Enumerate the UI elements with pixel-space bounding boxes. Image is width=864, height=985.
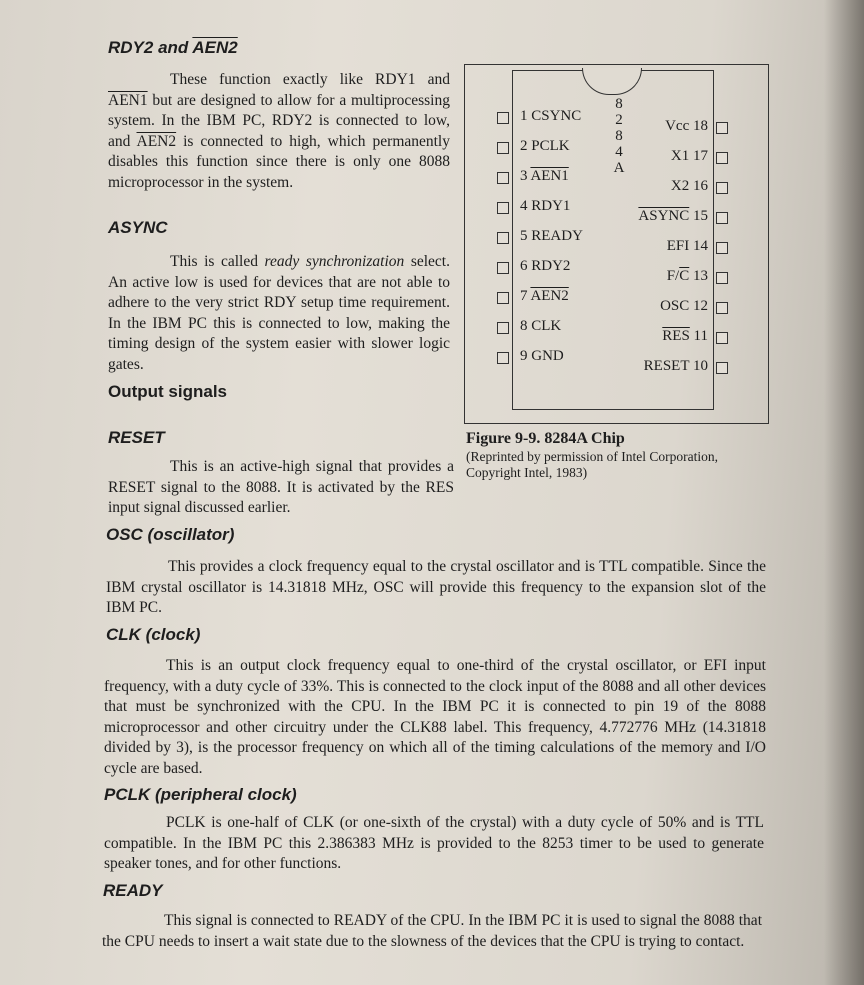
pin-label-left: 4 RDY1 [520, 198, 571, 214]
pin-label-left: 2 PCLK [520, 138, 570, 154]
pin-label-left: 6 RDY2 [520, 258, 571, 274]
pin-box [497, 232, 509, 244]
part-digit: 8 [615, 96, 623, 112]
heading-ready: READY [103, 881, 163, 900]
paragraph-osc [106, 557, 766, 619]
pin-label-right: X1 17 [670, 148, 708, 164]
pin-box [497, 112, 509, 124]
pclk-text: PCLK is one-half of CLK (or one-sixth of the crystal) with a duty cycle of 50% and is TTL compatible. In the IBM PC this 2.386383 MHz is provided to the 8253 timer to be used to generate speaker tones, and for other functions. [104, 814, 764, 872]
part-digit: 4 [615, 144, 623, 160]
heading-reset: RESET [108, 428, 165, 447]
paragraph-ready [102, 911, 762, 952]
pin-box [716, 212, 728, 224]
rdy2-text-1: These function exactly like RDY1 and [170, 71, 450, 88]
pin-label-right: EFI 14 [666, 238, 708, 254]
reset-text: This is an active-high signal that provides a RESET signal to the 8088. It is activated by the RES input signal discussed earlier. [108, 458, 454, 516]
async-italic: ready synchronization [264, 253, 405, 270]
pin-box [716, 302, 728, 314]
part-digit: 2 [615, 112, 623, 128]
pin-box [497, 352, 509, 364]
rdy2-aen2: AEN2 [136, 132, 177, 150]
osc-text: This provides a clock frequency equal to the crystal oscillator and is TTL compatible. Since the IBM crystal oscillator is 14.31818 MHz, OSC will provide this frequency to the expansion slot of the IBM PC. [106, 558, 766, 616]
rdy2-text-3: is connected to high, which permanently disables this function since there is only one 8088 microprocessor in the system. [108, 132, 450, 191]
figure-credit [466, 449, 718, 481]
heading-aen2-part: AEN2 [192, 38, 238, 57]
heading-osc: OSC (oscillator) [106, 525, 235, 544]
pin-label-right: ASYNC 15 [638, 208, 708, 224]
async-text-2: select. An active low is used for devices that are not able to adhere to the very strict RDY setup time requirement. In the IBM PC this is connected to low, making the timing design of the system easier with slower logic gates. [108, 253, 450, 373]
part-digit: A [613, 160, 625, 176]
pin-label-right: OSC 12 [660, 298, 708, 314]
async-text-1: This is called [170, 253, 265, 270]
pin-label-right: RESET 10 [643, 358, 708, 374]
figure-credit-line-2: Copyright Intel, 1983) [466, 465, 588, 480]
ready-text: This signal is connected to READY of the CPU. In the IBM PC it is used to signal the 8088 that the CPU needs to insert a wait state due to the slowness of the devices that the CPU is trying to contact. [102, 912, 762, 950]
heading-pclk: PCLK (peripheral clock) [104, 785, 297, 804]
heading-async: ASYNC [108, 218, 168, 237]
pin-box [716, 242, 728, 254]
pin-box [716, 332, 728, 344]
pin-label-right: $\overline{RES}$ 11 [662, 328, 708, 344]
pin-box [716, 272, 728, 284]
pin-label-left: 7 AEN2 [520, 288, 569, 304]
pin-box [497, 202, 509, 214]
figure-credit-line-1: (Reprinted by permission of Intel Corporation, [466, 449, 718, 464]
pin-label-right: X2 16 [670, 178, 708, 194]
rdy2-aen1: AEN1 [108, 91, 148, 109]
pin-box [497, 142, 509, 154]
pin-box [716, 182, 728, 194]
pin-box [497, 292, 509, 304]
paragraph-rdy2 [108, 70, 450, 193]
pin-label-left: 5 READY [520, 228, 583, 244]
paragraph-pclk [104, 813, 764, 875]
pin-box [497, 172, 509, 184]
heading-rdy2-part: RDY2 and [108, 38, 193, 57]
pin-label-left: 3 AEN1 [520, 168, 569, 184]
rdy2-text-2: but are designed to allow for a multiprocessing system. In the IBM PC, RDY2 is connected to low, and [108, 91, 450, 150]
pin-box [716, 362, 728, 374]
pin-label-right: $F/\overline{C}$ 13 [666, 268, 708, 284]
heading-rdy2-aen2 [108, 38, 238, 58]
pin-label-left: 8 CLK [520, 318, 562, 334]
paragraph-async [108, 252, 450, 375]
paragraph-reset [108, 457, 454, 519]
pin-box [716, 122, 728, 134]
clk-text: This is an output clock frequency equal to one-third of the crystal oscillator, or EFI input frequency, with a duty cycle of 33%. This is connected to the clock input of the 8088 and all other devices that must be synchronized with the CPU. In the IBM PC it is connected to pin 19 of the 8088 microprocessor and other circuitry under the CLK88 label. This frequency, 4.772776 MHz (14.31818 divided by 3), is the processor frequency on which all of the timing calculations of the memory and I/O cycle are based. [104, 657, 766, 777]
pin-label-left: 9 GND [520, 348, 564, 364]
pin-label-right: Vcc 18 [665, 118, 708, 134]
pin-box [716, 152, 728, 164]
pin-box [497, 322, 509, 334]
figure-caption: Figure 9-9. 8284A Chip [466, 430, 625, 447]
pin-label-left: 1 CSYNC [520, 108, 582, 124]
heading-output-signals: Output signals [108, 382, 227, 401]
paragraph-clk [104, 656, 766, 779]
part-digit: 8 [615, 128, 623, 144]
pin-box [497, 262, 509, 274]
page-edge-shadow [824, 0, 864, 985]
heading-clk: CLK (clock) [106, 625, 201, 644]
